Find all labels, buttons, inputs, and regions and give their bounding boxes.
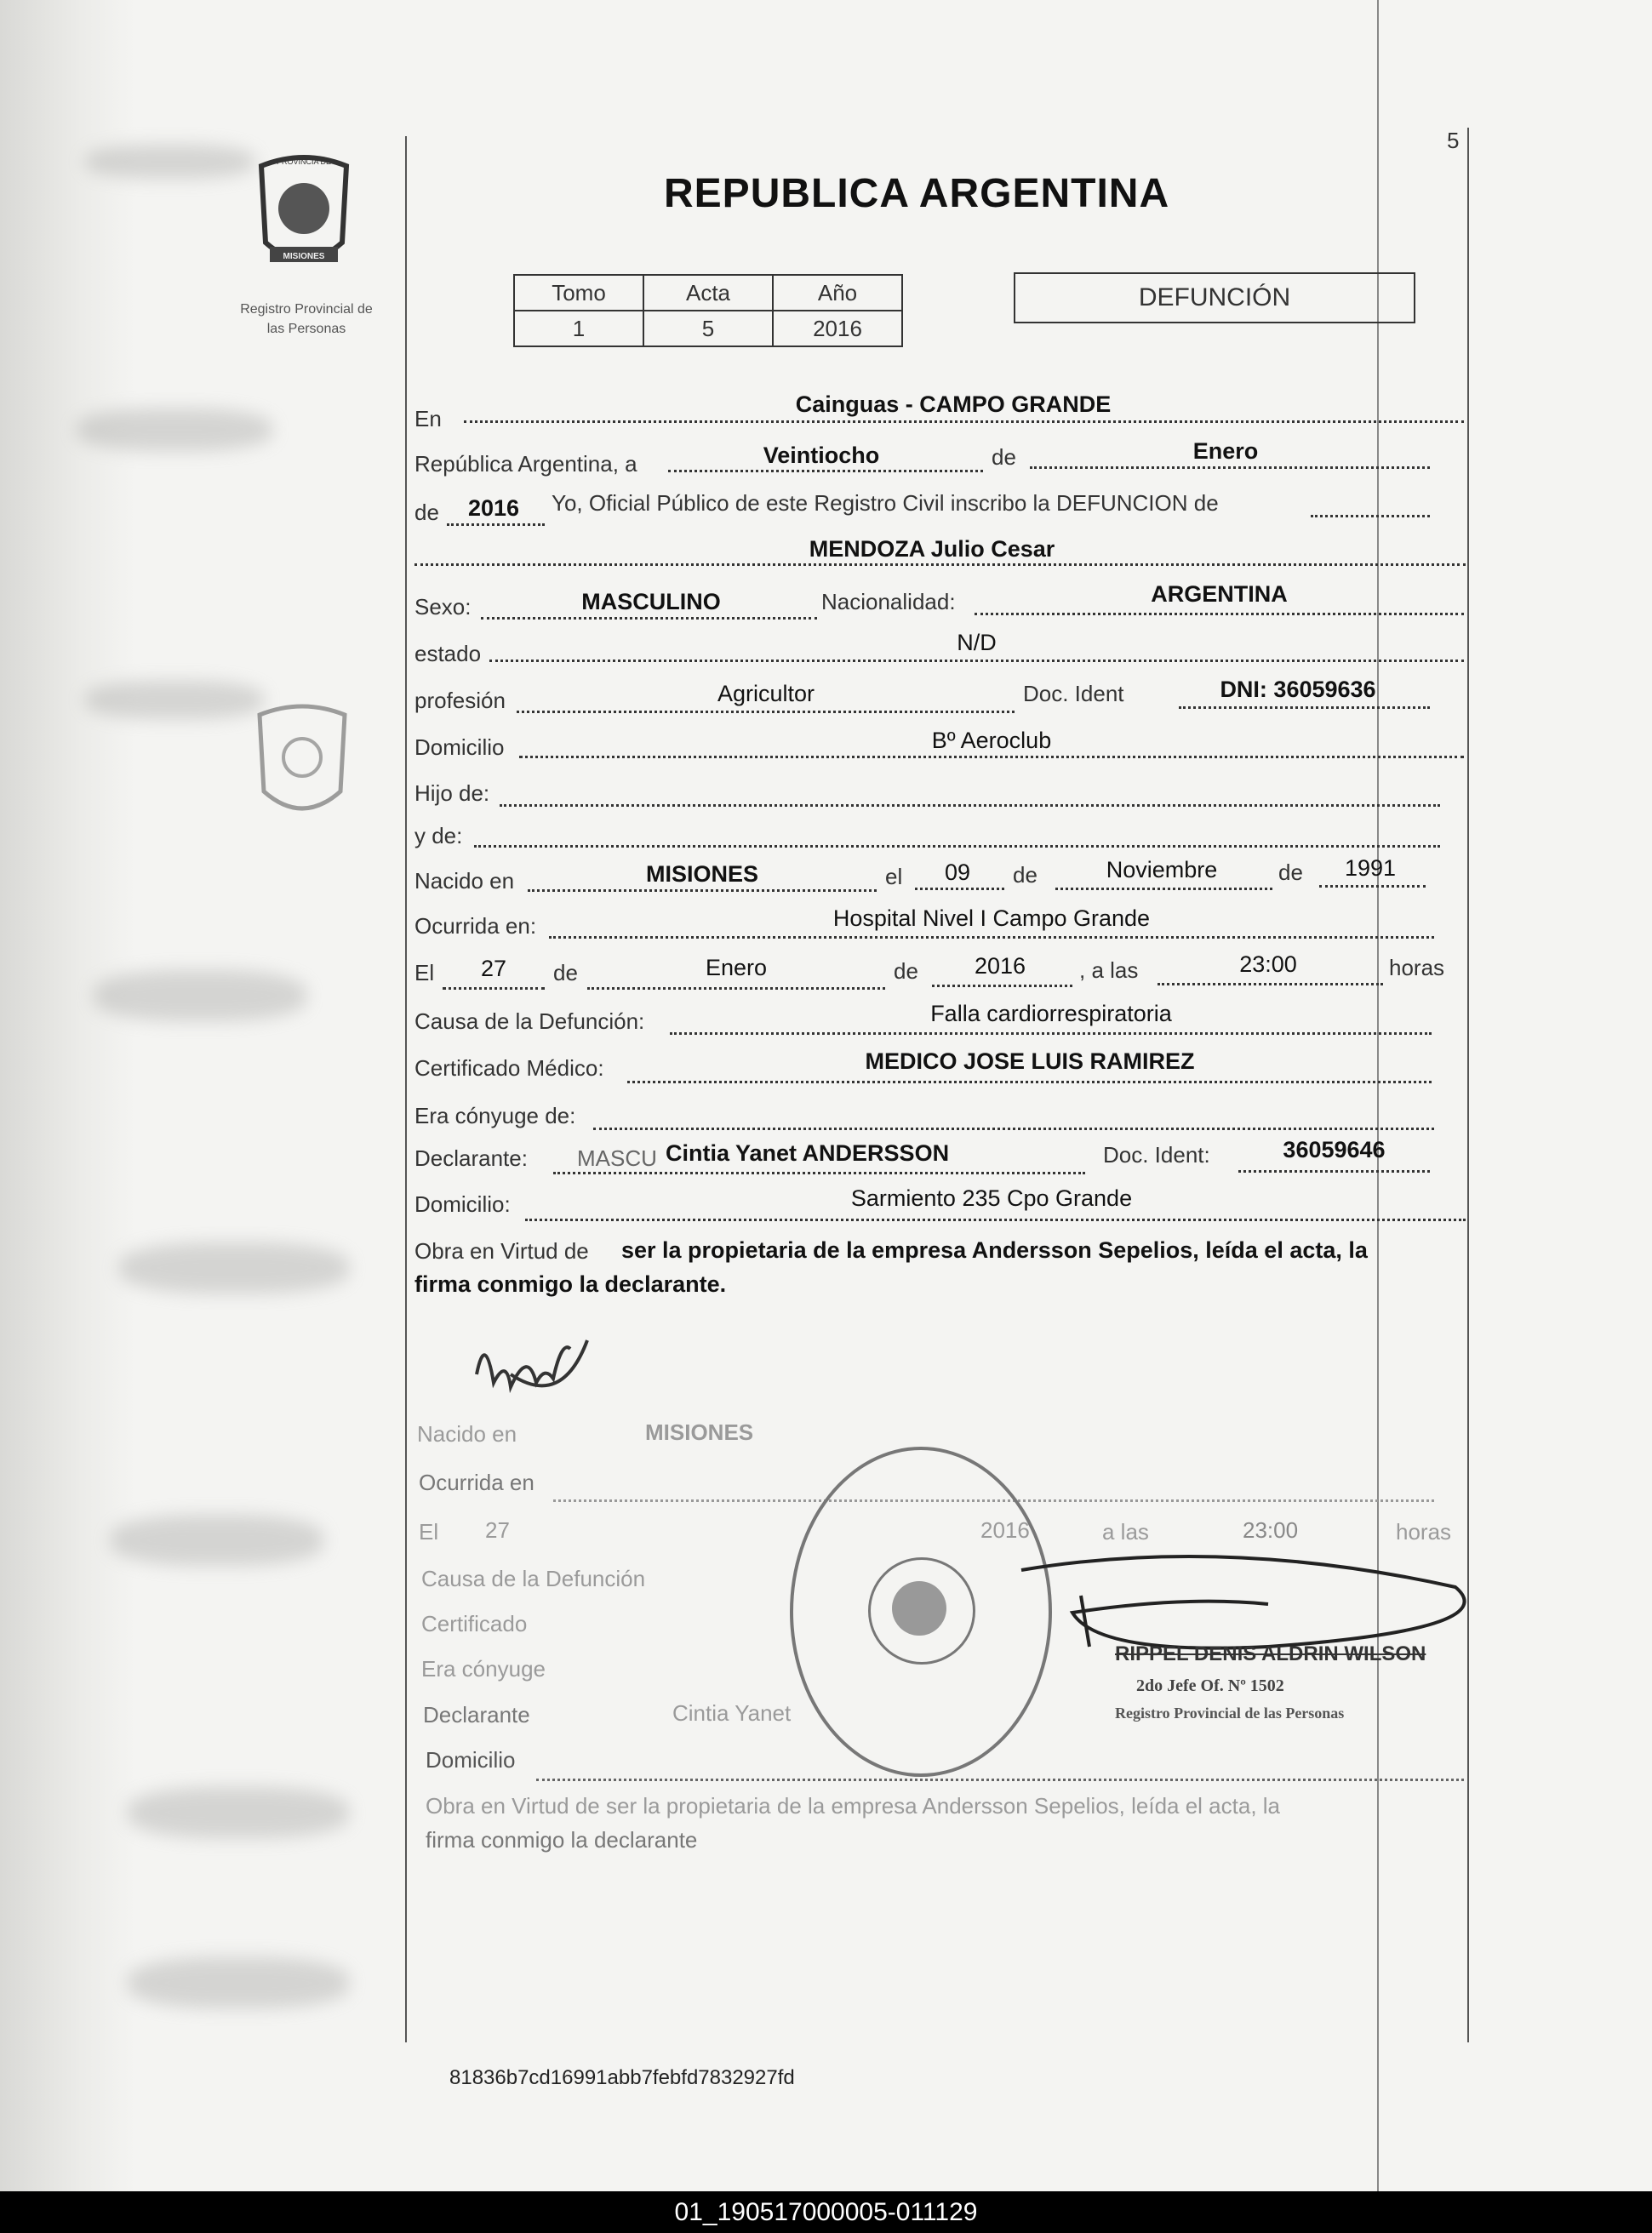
dotted-line bbox=[489, 660, 1464, 662]
ghost-label-certificado: Certificado bbox=[421, 1611, 528, 1636]
value-nacido-en: MISIONES bbox=[645, 861, 759, 887]
dotted-line bbox=[1055, 888, 1272, 890]
dotted-line bbox=[932, 985, 1072, 987]
ghost-label-el: El bbox=[419, 1519, 439, 1545]
bleed-mark bbox=[128, 1957, 349, 2008]
label-nac-de2: de bbox=[1278, 860, 1303, 885]
value-anio: 2016 bbox=[467, 495, 520, 521]
ghost-label-declarante: Declarante bbox=[423, 1702, 530, 1728]
declarante-signature bbox=[460, 1323, 613, 1421]
label-ocurrida-en: Ocurrida en: bbox=[414, 913, 537, 939]
dotted-line bbox=[474, 845, 1440, 848]
dotted-line bbox=[525, 1219, 1466, 1221]
label-horas: horas bbox=[1389, 955, 1445, 980]
table-cell-acta: 5 bbox=[643, 311, 773, 346]
value-estado: N/D bbox=[957, 630, 997, 655]
label-def-de: de bbox=[553, 960, 578, 985]
label-nacido-en: Nacido en bbox=[414, 868, 515, 894]
left-margin-rule bbox=[405, 136, 407, 2042]
label-republica: República Argentina, a bbox=[414, 451, 637, 477]
bleed-mark bbox=[85, 681, 264, 719]
value-lugar: Cainguas - CAMPO GRANDE bbox=[795, 391, 1112, 417]
signer-org: Registro Provincial de las Personas bbox=[1115, 1705, 1345, 1722]
value-certificado: MEDICO JOSE LUIS RAMIREZ bbox=[865, 1048, 1195, 1074]
dotted-line bbox=[536, 1779, 1464, 1781]
fold-rule bbox=[1377, 0, 1379, 2191]
ghost-value-nacido: MISIONES bbox=[645, 1419, 754, 1445]
dotted-line bbox=[1311, 515, 1430, 517]
label-el2: El bbox=[414, 960, 435, 985]
dotted-line bbox=[1319, 885, 1426, 888]
document-hash: 81836b7cd16991abb7febfd7832927fd bbox=[449, 2066, 795, 2089]
signer-role: 2do Jefe Of. Nº 1502 bbox=[1136, 1676, 1284, 1695]
value-def-mes: Enero bbox=[705, 955, 768, 980]
dotted-line bbox=[670, 1032, 1432, 1035]
ghost-obra-line2: firma conmigo la declarante bbox=[426, 1827, 698, 1853]
registry-line2: las Personas bbox=[266, 322, 346, 336]
label-inscribo: Yo, Oficial Público de este Registro Civil inscribo la DEFUNCION de bbox=[552, 490, 1219, 516]
label-de: de bbox=[992, 444, 1016, 470]
value-profesion: Agricultor bbox=[717, 681, 815, 706]
dotted-line bbox=[668, 470, 983, 472]
bleed-mark bbox=[85, 145, 255, 179]
value-ocurrida-en: Hospital Nivel I Campo Grande bbox=[832, 905, 1151, 931]
value-decl-domicilio: Sarmiento 235 Cpo Grande bbox=[850, 1185, 1133, 1211]
ghost-value-el: 27 bbox=[485, 1517, 510, 1543]
page-number: 5 bbox=[1447, 128, 1460, 153]
label-def-de2: de bbox=[894, 958, 918, 984]
value-sexo: MASCULINO bbox=[581, 589, 721, 614]
value-declarante: Cintia Yanet ANDERSSON bbox=[666, 1140, 950, 1166]
seal-inner bbox=[868, 1557, 975, 1665]
value-obra-line1: ser la propietaria de la empresa Andersson Sepelios, leída el acta, la bbox=[621, 1237, 1368, 1263]
value-decl-doc: 36059646 bbox=[1283, 1137, 1386, 1162]
value-doc-ident: DNI: 36059636 bbox=[1220, 677, 1376, 702]
dotted-line bbox=[481, 617, 817, 620]
ghost-label-horas: horas bbox=[1396, 1519, 1452, 1545]
value-domicilio: Bº Aeroclub bbox=[931, 728, 1052, 753]
value-nac-anio: 1991 bbox=[1344, 855, 1397, 881]
ghost-value-declarante: Cintia Yanet bbox=[672, 1700, 792, 1726]
document-type-box: DEFUNCIÓN bbox=[1014, 272, 1415, 323]
dotted-line bbox=[519, 756, 1464, 758]
value-hora: 23:00 bbox=[1239, 951, 1297, 977]
label-causa: Causa de la Defunción: bbox=[414, 1008, 645, 1034]
dotted-line bbox=[553, 1172, 1085, 1174]
label-y-de: y de: bbox=[414, 823, 463, 848]
bleed-mark bbox=[94, 970, 306, 1021]
table-header-acta: Acta bbox=[643, 275, 773, 311]
value-nombre: MENDOZA Julio Cesar bbox=[809, 536, 1055, 562]
value-def-dia: 27 bbox=[480, 956, 507, 981]
dotted-line bbox=[1158, 983, 1383, 985]
bleed-mark bbox=[111, 1515, 323, 1566]
dotted-line bbox=[528, 889, 877, 892]
label-decl-doc: Doc. Ident: bbox=[1103, 1142, 1210, 1168]
ghost-obra-line1: Obra en Virtud de ser la propietaria de la empresa Andersson Sepelios, leída el acta, la bbox=[426, 1793, 1281, 1819]
bleed-mark bbox=[119, 1242, 349, 1294]
dotted-line bbox=[1030, 466, 1430, 469]
dotted-line bbox=[447, 523, 545, 526]
province-crest-ghost bbox=[247, 698, 357, 825]
registry-line1: Registro Provincial de bbox=[240, 302, 373, 317]
bleed-mark bbox=[77, 408, 272, 451]
table-header-tomo: Tomo bbox=[514, 275, 643, 311]
value-nac-dia: 09 bbox=[944, 860, 971, 885]
label-obra: Obra en Virtud de bbox=[414, 1238, 589, 1264]
value-mes: Enero bbox=[1192, 438, 1259, 464]
ghost-label-causa: Causa de la Defunción bbox=[421, 1566, 646, 1591]
dotted-line bbox=[549, 936, 1434, 939]
value-def-anio: 2016 bbox=[974, 953, 1026, 979]
label-nacionalidad: Nacionalidad: bbox=[821, 589, 956, 614]
label-domicilio: Domicilio bbox=[414, 734, 505, 760]
table-cell-anio: 2016 bbox=[773, 311, 902, 346]
ghost-value-hora: 23:00 bbox=[1243, 1517, 1299, 1543]
dotted-line bbox=[517, 711, 1015, 713]
value-nac-mes: Noviembre bbox=[1106, 857, 1218, 882]
label-de2: de bbox=[414, 500, 439, 525]
acta-table bbox=[513, 274, 903, 347]
right-margin-rule bbox=[1467, 128, 1469, 2042]
dotted-line bbox=[1179, 706, 1430, 709]
label-sexo: Sexo: bbox=[414, 594, 472, 620]
value-obra-line2: firma conmigo la declarante. bbox=[414, 1271, 727, 1297]
dotted-line bbox=[915, 888, 1004, 890]
bleed-mark bbox=[128, 1787, 349, 1838]
dotted-line bbox=[593, 1128, 1434, 1130]
value-causa: Falla cardiorrespiratoria bbox=[930, 1001, 1172, 1026]
label-decl-domicilio: Domicilio: bbox=[414, 1191, 511, 1217]
ghost-label-ocurrida: Ocurrida en bbox=[419, 1470, 534, 1495]
table-header-anio: Año bbox=[773, 275, 902, 311]
dotted-line bbox=[464, 420, 1464, 423]
dotted-line bbox=[627, 1081, 1432, 1083]
label-declarante: Declarante: bbox=[414, 1145, 528, 1171]
crest-bottom-text: MISIONES bbox=[283, 252, 325, 261]
dotted-line bbox=[1238, 1170, 1430, 1173]
label-profesion: profesión bbox=[414, 688, 506, 713]
value-nacionalidad: ARGENTINA bbox=[1151, 581, 1288, 607]
dotted-line bbox=[587, 987, 885, 990]
ghost-label-domicilio: Domicilio bbox=[426, 1747, 516, 1773]
dotted-line bbox=[414, 563, 1466, 566]
ghost-label-nacido: Nacido en bbox=[417, 1421, 517, 1447]
label-el: el bbox=[885, 864, 903, 889]
label-doc-ident: Doc. Ident bbox=[1023, 681, 1124, 706]
ghost-value-anio: 2016 bbox=[980, 1517, 1030, 1543]
value-declarante-prefix: MASCU bbox=[577, 1145, 657, 1171]
label-hijo-de: Hijo de: bbox=[414, 780, 490, 806]
label-en: En bbox=[414, 406, 442, 431]
dotted-line bbox=[975, 613, 1464, 615]
label-conyuge: Era cónyuge de: bbox=[414, 1103, 576, 1128]
dotted-line bbox=[500, 804, 1440, 807]
label-certificado: Certificado Médico: bbox=[414, 1055, 604, 1081]
value-dia: Veintiocho bbox=[763, 443, 880, 468]
ghost-label-alas: a las bbox=[1102, 1519, 1149, 1545]
label-estado: estado bbox=[414, 641, 482, 666]
label-nac-de: de bbox=[1013, 862, 1038, 888]
ghost-label-conyuge: Era cónyuge bbox=[421, 1656, 546, 1682]
crest-top-text: PROVINCIA DE bbox=[276, 157, 331, 166]
label-a-las: , a las bbox=[1079, 957, 1139, 983]
signer-name: RIPPEL DENIS ALDRIN WILSON bbox=[1115, 1642, 1426, 1665]
footer-id-bar: 01_190517000005-011129 bbox=[0, 2191, 1652, 2233]
table-cell-tomo: 1 bbox=[514, 311, 643, 346]
dotted-line bbox=[443, 987, 545, 990]
left-page-shade bbox=[0, 0, 136, 2191]
page-title: REPUBLICA ARGENTINA bbox=[664, 171, 1170, 216]
